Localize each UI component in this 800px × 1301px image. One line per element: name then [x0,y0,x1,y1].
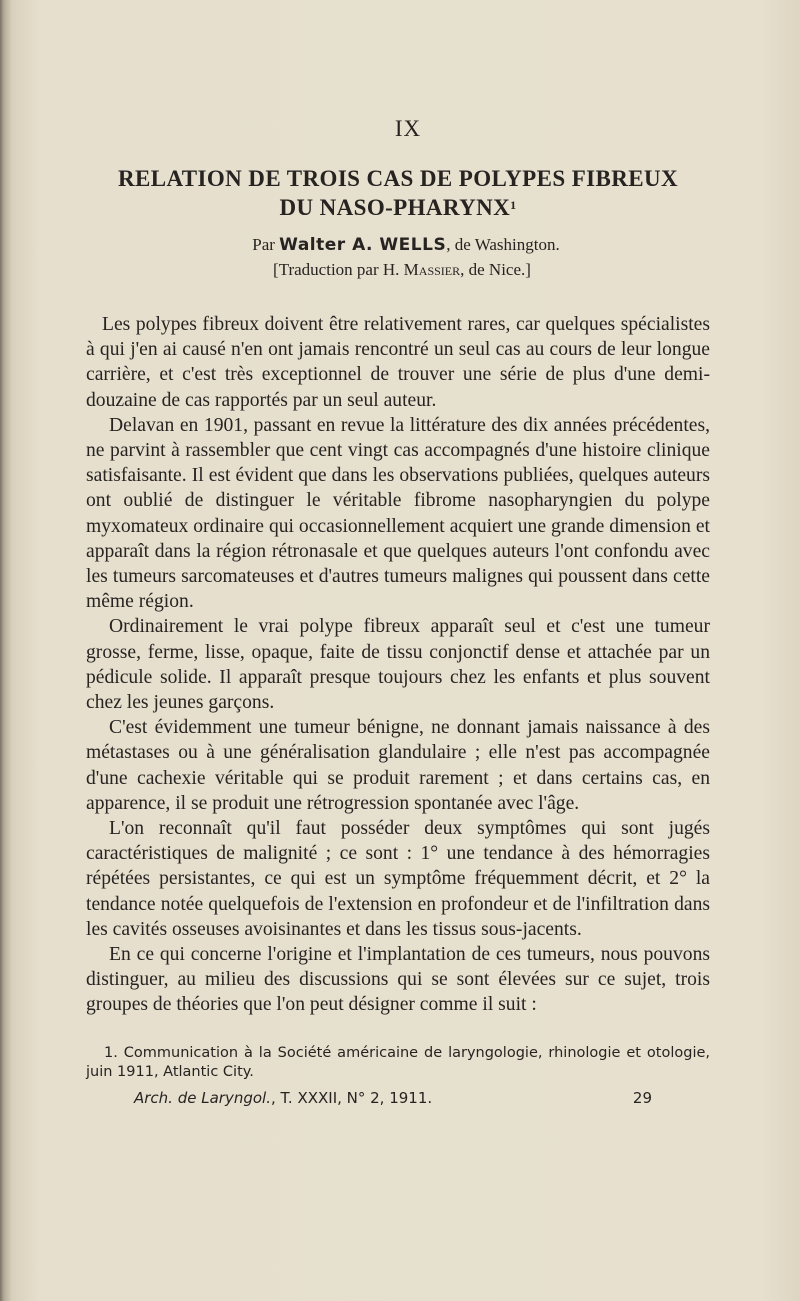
byline-prefix: Par [252,235,275,254]
journal-citation [134,1089,432,1107]
paragraph: Les polypes fibreux doivent être relativement rares, car quelques spécialistes à qui j'en ai causé n'en ont jamais rencontré un seul cas au cours de leur longue carrière, et c'est très exceptionnel de trouver une série de plus d'une demi-douzaine de cas rapportés par un seul auteur. [86,314,710,411]
paragraph: Ordinairement le vrai polype fibreux apparaît seul et c'est une tumeur grosse, ferme, lisse, opaque, faite de tissu conjonctif dense et attachée par un pédicule solide. Il apparaît presque toujours chez les enfants et plus souvent chez les jeunes garçons. [86,616,710,714]
paragraph: Delavan en 1901, passant en revue la littérature des dix années précédentes, ne parvint à rassembler que cent vingt cas accompagnés d'une histoire clinique satisfaisante. Il est évident que dans les observations publiées, quelques auteurs ont oublié de distinguer le véritable fibrome nasopharyngien du polype myxomateux ordinaire qui occasionnellement acquiert une grande dimension et apparaît dans la région rétronasale et que quelques auteurs l'ont confondu avec les tumeurs sarcomateuses et d'autres tumeurs malignes qui poussent dans cette même région. [86,414,710,613]
running-footer [86,1089,710,1107]
translation-prefix: [Traduction par H. [273,260,400,279]
footnote-reference: 1 [510,198,517,212]
author-name: Walter A. WELLS [279,235,447,255]
journal-name: Arch. de Laryngol. [134,1088,271,1107]
footnote-text: 1. Communication à la Société américaine de laryngologie, rhinologie et otologie, juin 1911, Atlantic City. [86,1044,710,1080]
translator-name: Massier [403,260,461,279]
paragraph: En ce qui concerne l'origine et l'implantation de ces tumeurs, nous pouvons distinguer, au milieu des discussions qui se sont élevées sur ce sujet, trois groupes de théories que l'on peut désigner comme il suit : [86,944,710,1016]
title-line-1: RELATION DE TROIS CAS DE POLYPES FIBREUX [117,166,679,191]
translation-credit [86,260,710,280]
title-line-2: DU NASO-PHARYNX [279,195,511,220]
translation-suffix: , de Nice.] [460,260,531,279]
article-title [86,164,710,222]
page-content [86,116,710,1107]
journal-volume: , T. XXXII, N° 2, 1911. [270,1088,433,1107]
paragraph: L'on reconnaît qu'il faut posséder deux symptômes qui sont jugés caractéristiques de malignité ; ce sont : 1° une tendance à des hémorragies répétées persistantes, ce qui est un symptôme fréquemment décrit, et 2° la tendance notée quelquefois de l'extension en profondeur et de l'infiltration dans les cavités osseuses avoisinantes et dans les tissus sous-jacents. [86,818,710,940]
page-number: 29 [632,1088,652,1107]
footnote [86,1044,710,1082]
byline [86,235,710,255]
article-body [86,312,710,1018]
byline-suffix: , de Washington. [446,235,560,254]
paragraph: C'est évidemment une tumeur bénigne, ne donnant jamais naissance à des métastases ou à une généralisation glandulaire ; elle n'est pas accompagnée d'une cachexie véritable qui se produit rarement ; et dans certains cas, en apparence, il se produit une rétrogression spontanée avec l'âge. [86,717,710,814]
chapter-number: IX [394,116,422,141]
